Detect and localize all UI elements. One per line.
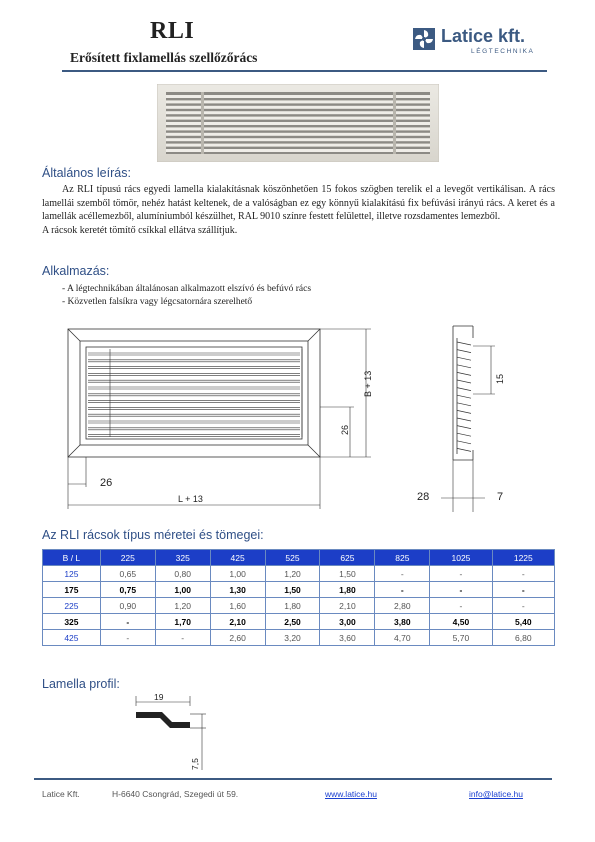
column-header: 225 — [100, 550, 155, 566]
table-cell: 0,65 — [100, 566, 155, 582]
table-row — [43, 598, 555, 614]
list-item: - Közvetlen falsíkra vagy légcsatornára szerelhető — [62, 297, 253, 307]
table-cell: 1,20 — [265, 566, 320, 582]
table-cell: - — [100, 630, 155, 646]
table-cell: 5,40 — [492, 614, 554, 630]
column-header: 325 — [155, 550, 210, 566]
table-cell: - — [492, 582, 554, 598]
table-cell: - — [375, 566, 430, 582]
table-cell: - — [492, 566, 554, 582]
table-cell: 0,90 — [100, 598, 155, 614]
table-cell: 0,75 — [100, 582, 155, 598]
dim-height-label: B + 13 — [363, 370, 373, 397]
footer-website-link[interactable]: www.latice.hu — [325, 789, 377, 799]
row-header-cell: 325 — [43, 614, 101, 630]
column-header: 525 — [265, 550, 320, 566]
description-heading: Általános leírás: — [42, 166, 131, 180]
table-row — [43, 566, 555, 582]
table-cell: - — [375, 582, 430, 598]
table-cell: 3,00 — [320, 614, 375, 630]
table-cell: 4,70 — [375, 630, 430, 646]
logo-tagline: LÉGTECHNIKA — [471, 48, 535, 55]
dim-28-label: 28 — [417, 491, 430, 503]
table-header-row — [43, 550, 555, 566]
profile-width-label: 19 — [154, 692, 164, 702]
column-header: 1025 — [430, 550, 492, 566]
grille-photo — [157, 84, 439, 162]
row-header-cell: 425 — [43, 630, 101, 646]
fan-logo-icon — [413, 28, 435, 50]
side-view-drawing — [413, 322, 528, 517]
table-cell: 3,20 — [265, 630, 320, 646]
page-title: RLI — [150, 18, 195, 44]
table-cell: 5,70 — [430, 630, 492, 646]
dim-7-label: 7 — [497, 491, 504, 503]
row-header-cell: 225 — [43, 598, 101, 614]
profile-height-label: 7,5 — [190, 758, 200, 770]
table-heading: Az RLI rácsok típus méretei és tömegei: — [42, 528, 264, 542]
dim-inner-label: 26 — [340, 424, 350, 435]
dimensions-table — [42, 549, 555, 646]
application-heading: Alkalmazás: — [42, 264, 110, 278]
table-row — [43, 630, 555, 646]
table-cell: - — [430, 566, 492, 582]
table-cell: 1,30 — [210, 582, 265, 598]
footer-company: Latice Kft. — [42, 789, 80, 799]
table-cell: 1,00 — [155, 582, 210, 598]
dim-15-label: 15 — [495, 373, 505, 384]
table-cell: 1,20 — [155, 598, 210, 614]
table-cell: 2,50 — [265, 614, 320, 630]
description-paragraph: Az RLI típusú rács egyedi lamella kialakításnak köszönhetően 15 fokos szögben terelik el a levegőt vertikálisan. A rács lamellái szemből tömör, nehéz hatást keltenek, de a valóságban ez egy könnyű kialakítású fix befúvási irányú rács. A keret és a lamellák acéllemezből, alumíniumból készülhet, RAL 9010 színre festett felülettel, illetve rozsdamentes lemezből. — [42, 184, 555, 222]
column-header: 425 — [210, 550, 265, 566]
company-logo — [413, 26, 563, 60]
footer-divider — [34, 778, 552, 780]
logo-name: Latice kft. — [441, 26, 526, 46]
column-header: 825 — [375, 550, 430, 566]
lamella-profile-drawing — [128, 692, 218, 774]
table-cell: - — [100, 614, 155, 630]
table-cell: 2,80 — [375, 598, 430, 614]
table-corner-cell: B / L — [43, 550, 101, 566]
application-list — [62, 283, 311, 309]
dim-width-label: L + 13 — [178, 494, 203, 504]
table-cell: 2,10 — [320, 598, 375, 614]
list-item: - A légtechnikában általánosan alkalmazott elszívó és befúvó rács — [62, 284, 312, 294]
dim-left-label: 26 — [100, 477, 113, 489]
table-cell: 2,60 — [210, 630, 265, 646]
table-cell: 6,80 — [492, 630, 554, 646]
table-row — [43, 614, 555, 630]
table-cell: 1,50 — [265, 582, 320, 598]
table-cell: - — [430, 598, 492, 614]
description-note: A rácsok keretét tömítő csíkkal ellátva szállítjuk. — [42, 224, 238, 236]
table-cell: 1,50 — [320, 566, 375, 582]
row-header-cell: 125 — [43, 566, 101, 582]
column-header: 1225 — [492, 550, 554, 566]
table-cell: 2,10 — [210, 614, 265, 630]
footer-email-link[interactable]: info@latice.hu — [469, 789, 523, 799]
front-view-drawing — [66, 327, 388, 527]
table-cell: 4,50 — [430, 614, 492, 630]
table-row — [43, 582, 555, 598]
header-divider — [62, 70, 547, 72]
footer-address: H-6640 Csongrád, Szegedi út 59. — [112, 789, 239, 799]
description-text — [42, 183, 555, 237]
row-header-cell: 175 — [43, 582, 101, 598]
table-cell: 1,80 — [320, 582, 375, 598]
table-cell: - — [430, 582, 492, 598]
profile-heading: Lamella profil: — [42, 677, 120, 691]
table-cell: 1,70 — [155, 614, 210, 630]
table-cell: 1,60 — [210, 598, 265, 614]
table-cell: 3,80 — [375, 614, 430, 630]
table-cell: 1,00 — [210, 566, 265, 582]
table-cell: 3,60 — [320, 630, 375, 646]
page-subtitle: Erősített fixlamellás szellőzőrács — [70, 50, 258, 65]
table-cell: 1,80 — [265, 598, 320, 614]
table-cell: - — [155, 630, 210, 646]
column-header: 625 — [320, 550, 375, 566]
table-cell: - — [492, 598, 554, 614]
table-cell: 0,80 — [155, 566, 210, 582]
